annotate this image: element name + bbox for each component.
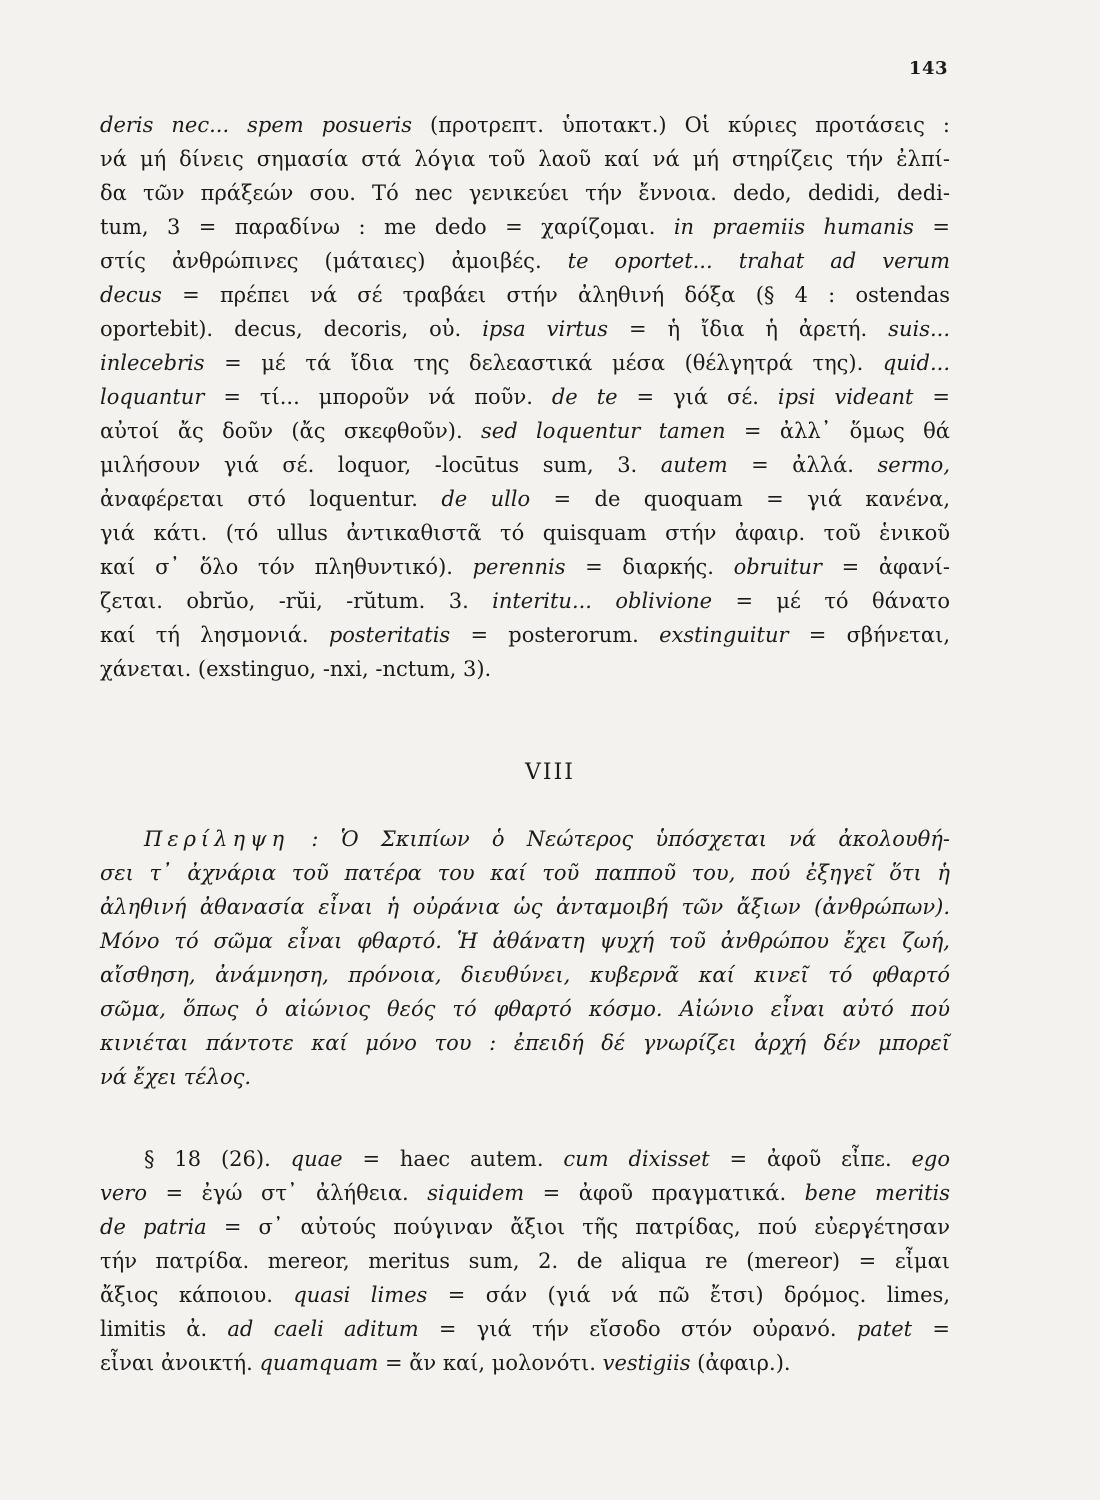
text-line (100, 1210, 950, 1244)
summary-line: κινιέται πάντοτε καί μόνο του : ἐπειδή δέ γνωρίζει ἀρχή δέν μπορεῖ (100, 1031, 950, 1055)
summary-line: αἴσθηση, ἀνάμνηση, πρόνοια, διευθύνει, κυβερνᾶ καί κινεῖ τό φθαρτό (100, 963, 950, 987)
text-segment: limitis ἀ. (100, 1317, 228, 1341)
text-segment: καί σ᾽ ὅλο τόν πληθυντικό). (100, 555, 473, 579)
text-segment: εἶναι ἀνοικτή. (100, 1351, 260, 1375)
summary-line: ἀληθινή ἀθανασία εἶναι ἡ οὐράνια ὡς ἀνταμοιβή τῶν ἄξιων (ἀνθρώπων). (100, 895, 950, 919)
text-line (100, 142, 950, 176)
text-line (100, 550, 950, 584)
latin-term: interitu... oblivione (492, 589, 713, 613)
summary-paragraph (100, 822, 950, 1094)
latin-term: ad caeli aditum (227, 1317, 419, 1341)
latin-term: exstinguitur (659, 623, 789, 647)
summary-line: σει τ᾽ ἀχνάρια τοῦ πατέρα του καί τοῦ παπποῦ του, πού ἐξηγεῖ ὅτι ἡ (100, 861, 950, 885)
summary-line: σῶμα, ὅπως ὁ αἰώνιος θεός τό φθαρτό κόσμο. Αἰώνιο εἶναι αὐτό πού (100, 997, 950, 1021)
text-segment: = ἀφοῦ πραγματικά. (524, 1181, 805, 1205)
text-segment: νά μή δίνεις σημασία στά λόγια τοῦ λαοῦ καί νά μή στηρίζεις τήν ἐλπί- (100, 147, 950, 171)
text-segment: ἄξιος κάποιου. (100, 1283, 294, 1307)
page-number: 143 (908, 58, 948, 79)
latin-term: cum dixisset (563, 1147, 710, 1171)
text-segment: = πρέπει νά σέ τραβάει στήν ἀληθινή δόξα (§ 4 : ostendas (161, 283, 950, 307)
text-line (100, 448, 950, 482)
text-segment: δα τῶν πράξεών σου. Τό nec γενικεύει τήν ἔννοια. dedo, dedidi, dedi- (100, 181, 950, 205)
summary-line: νά ἔχει τέλος. (100, 1065, 252, 1089)
text-segment: τήν πατρίδα. mereor, meritus sum, 2. de aliqua re (mereor) = εἶμαι (100, 1249, 950, 1273)
latin-term: loquantur (100, 385, 205, 409)
latin-term: quasi limes (293, 1283, 428, 1307)
summary-label: Περίληψη (144, 827, 290, 851)
text-line (100, 618, 950, 652)
latin-term: in praemiis humanis (673, 215, 914, 239)
latin-term: quamquam (259, 1351, 379, 1375)
text-segment: = ἐγώ στ᾽ ἀλήθεια. (146, 1181, 428, 1205)
text-segment: (προτρεπτ. ὑποτακτ.) Οἱ κύριες προτάσεις : (412, 113, 951, 137)
text-segment: = ἄν καί, μολονότι. (378, 1351, 603, 1375)
text-segment: = σάν (γιά νά πῶ ἔτσι) δρόμος. limes, (427, 1283, 950, 1307)
text-line (100, 1244, 950, 1278)
text-line (100, 1176, 950, 1210)
text-segment: = ἀφοῦ εἶπε. (709, 1147, 912, 1171)
text-line (100, 1346, 950, 1380)
text-segment: = ἀλλ᾽ ὅμως θά (725, 419, 950, 443)
summary-first-line-text: : Ὁ Σκιπίων ὁ Νεώτερος ὑπόσχεται νά ἀκολουθή- (289, 827, 950, 851)
latin-term: patet (856, 1317, 913, 1341)
latin-term: de ullo (441, 487, 531, 511)
text-segment: = τί... μποροῦν νά ποῦν. (204, 385, 552, 409)
latin-term: ego (911, 1147, 951, 1171)
text-segment: = (912, 1317, 950, 1341)
text-segment: = σβήνεται, (788, 623, 950, 647)
latin-term: quid... (882, 351, 950, 375)
text-line (100, 1142, 950, 1176)
latin-term: suis... (888, 317, 950, 341)
latin-term: autem (660, 453, 728, 477)
latin-term: ipsi videant (777, 385, 914, 409)
latin-term: ipsa virtus (482, 317, 608, 341)
latin-term: vestigiis (602, 1351, 691, 1375)
text-segment: § 18 (26). (144, 1147, 291, 1171)
text-segment: ἀναφέρεται στό loquentur. (100, 487, 442, 511)
text-line (100, 652, 950, 686)
text-segment: = ἀφανί- (821, 555, 951, 579)
text-segment: = σ᾽ αὐτούς πούγιναν ἄξιοι τῆς πατρίδας, πού εὐεργέτησαν (206, 1215, 950, 1239)
text-segment: χάνεται. (exstinguo, -nxi, -nctum, 3). (100, 657, 492, 681)
latin-term: decus (100, 283, 162, 307)
section-heading: VIII (525, 760, 575, 785)
text-segment: ζεται. obrŭo, -rŭi, -rŭtum. 3. (100, 589, 493, 613)
text-line (100, 516, 950, 550)
text-segment: = γιά τήν εἴσοδο στόν οὐρανό. (418, 1317, 857, 1341)
text-segment: στίς ἀνθρώπινες (μάταιες) ἀμοιβές. (100, 249, 568, 273)
latin-term: de patria (100, 1215, 207, 1239)
text-segment: = μέ τό θάνατο (712, 589, 950, 613)
text-segment: = διαρκής. (565, 555, 734, 579)
text-line (100, 244, 950, 278)
text-segment: = (913, 215, 950, 239)
text-line (100, 210, 950, 244)
latin-term: de te (551, 385, 618, 409)
latin-term: vero (100, 1181, 147, 1205)
summary-first-line (100, 822, 950, 856)
text-segment: = de quoquam = γιά κανένα, (530, 487, 950, 511)
text-line (100, 108, 950, 142)
latin-term: perennis (472, 555, 566, 579)
latin-term: sed loquentur tamen (481, 419, 726, 443)
text-segment: (ἀφαιρ.). (690, 1351, 791, 1375)
text-segment: = (913, 385, 950, 409)
text-line (100, 380, 950, 414)
text-line (100, 346, 950, 380)
text-segment: γιά κάτι. (τό ullus ἀντικαθιστᾶ τό quisquam στήν ἀφαιρ. τοῦ ἑνικοῦ (100, 521, 950, 545)
text-line (100, 278, 950, 312)
latin-term: siquidem (427, 1181, 525, 1205)
latin-term: bene meritis (804, 1181, 950, 1205)
latin-term: obruitur (733, 555, 822, 579)
text-segment: tum, 3 = παραδίνω : me dedo = χαρίζομαι. (100, 215, 674, 239)
text-line (100, 1312, 950, 1346)
latin-term: posteritatis (328, 623, 451, 647)
text-segment: = γιά σέ. (617, 385, 778, 409)
text-segment: = ἀλλά. (727, 453, 878, 477)
text-segment: μιλήσουν γιά σέ. loquor, -locūtus sum, 3. (100, 453, 661, 477)
text-segment: = ἡ ἴδια ἡ ἀρετή. (607, 317, 889, 341)
text-line (100, 482, 950, 516)
text-segment: αὐτοί ἄς δοῦν (ἄς σκεφθοῦν). (100, 419, 482, 443)
text-line (100, 584, 950, 618)
text-line (100, 414, 950, 448)
latin-term: inlecebris (100, 351, 205, 375)
text-line (100, 1278, 950, 1312)
summary-line: Μόνο τό σῶμα εἶναι φθαρτό. Ἡ ἀθάνατη ψυχή τοῦ ἀνθρώπου ἔχει ζωή, (100, 929, 950, 953)
text-segment: = haec autem. (342, 1147, 564, 1171)
latin-term: sermo, (877, 453, 950, 477)
latin-term: quae (290, 1147, 343, 1171)
text-segment: = posterorum. (450, 623, 660, 647)
text-segment: καί τή λησμονιά. (100, 623, 329, 647)
latin-term: te oportet... trahat ad verum (567, 249, 950, 273)
text-line (100, 312, 950, 346)
commentary-paragraph-1 (100, 108, 950, 686)
latin-term: deris nec... spem posueris (100, 113, 413, 137)
text-line (100, 176, 950, 210)
text-segment: oportebit). decus, decoris, οὐ. (100, 317, 483, 341)
text-segment: = μέ τά ἴδια της δελεαστικά μέσα (θέλγητρά της). (204, 351, 883, 375)
commentary-paragraph-2 (100, 1142, 950, 1380)
